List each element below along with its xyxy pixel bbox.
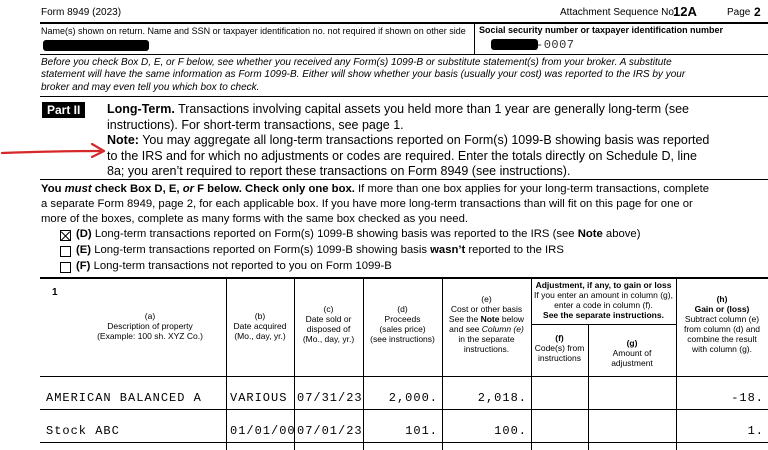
column-g-header: (g) Amount of adjustment (611, 338, 653, 368)
ssn-redaction (491, 39, 538, 50)
check-instruction-3: more of the boxes, complete as many forms with the same box checked as you need. (41, 213, 468, 225)
intro-line-3: broker and may even tell you which box to check. (41, 81, 260, 93)
checkbox-e-label: (E) Long-term transactions reported on Form(s) 1099-B showing basis wasn’t reported to the IRS (76, 244, 564, 256)
row-1-date-acquired[interactable]: VARIOUS (230, 391, 288, 405)
part-description-2: instructions). For short-term transactions, see page 1. (107, 117, 404, 132)
part-label: Part II (42, 102, 85, 118)
column-f-header: (f) Code(s) from instructions (534, 333, 585, 363)
page-label: Page (727, 7, 751, 18)
row-1-gain[interactable]: -18. (731, 391, 764, 405)
page-number: 2 (754, 5, 761, 19)
line-number: 1 (52, 287, 58, 298)
attachment-label: Attachment Sequence No. (560, 7, 677, 18)
row-2-description[interactable]: Stock ABC (46, 424, 120, 438)
intro-line-1: Before you check Box D, E, or F below, see whether you received any Form(s) 1099-B or substitute statement(s) from your broker. A substitute (41, 57, 672, 68)
part-description: Long-Term. Transactions involving capital assets you held more than 1 year are generally long-term (see (107, 102, 689, 116)
row-1-date-sold[interactable]: 07/31/23 (297, 391, 363, 405)
row-2-basis[interactable]: 100. (494, 424, 527, 438)
column-e-header: (e) Cost or other basis See the Note below and see Column (e) in the separate instructions. (448, 294, 525, 354)
name-redaction (43, 40, 149, 51)
row-1-basis[interactable]: 2,018. (477, 391, 527, 405)
column-a-header: (a) Description of property (Example: 100 sh. XYZ Co.) (97, 311, 203, 341)
adjustment-header: Adjustment, if any, to gain or loss If you enter an amount in column (g), enter a code in column (f). See the separate instructions. (534, 280, 673, 320)
column-h-header: (h) Gain or (loss) Subtract column (e) from column (d) and combine the result with column (g). (683, 294, 761, 354)
note-line-2: to the IRS and for which no adjustments or codes are required. Enter the totals directly on Schedule D, line (107, 148, 697, 163)
check-instruction-2: a separate Form 8949, page 2, for each applicable box. If you have more long-term transactions than will fit on this page for one or (41, 198, 693, 210)
ssn-suffix[interactable]: -0007 (536, 38, 575, 52)
checkbox-d-label: (D) Long-term transactions reported on Form(s) 1099-B showing basis was reported to the IRS (see Note above) (76, 228, 641, 240)
row-1-description[interactable]: AMERICAN BALANCED A (46, 391, 202, 405)
column-c-header: (c) Date sold or disposed of (Mo., day, yr.) (302, 304, 355, 344)
name-label: Name(s) shown on return. Name and SSN or taxpayer identification no. not required if shown on other side (41, 26, 466, 36)
checkbox-f[interactable] (60, 262, 71, 273)
checkbox-e[interactable] (60, 246, 71, 257)
check-instruction-1: You must check Box D, E, or F below. Check only one box. If more than one box applies for your long-term transactions, complete (41, 183, 710, 195)
row-2-date-sold[interactable]: 07/01/23 (297, 424, 363, 438)
row-1-proceeds[interactable]: 2,000. (388, 391, 438, 405)
part-title: Long-Term. (107, 102, 175, 116)
checkbox-d[interactable] (60, 230, 71, 241)
red-arrow-annotation (0, 140, 110, 162)
ssn-label: Social security number or taxpayer identification number (479, 25, 724, 35)
note-line-3: 8a; you aren’t required to report these transactions on Form 8949 (see instructions). (107, 164, 571, 178)
form-name: Form 8949 (2023) (41, 7, 122, 18)
checkbox-f-label: (F) Long-term transactions not reported to you on Form 1099-B (76, 260, 392, 272)
row-2-date-acquired[interactable]: 01/01/00 (230, 424, 296, 438)
row-2-gain[interactable]: 1. (747, 424, 764, 438)
column-b-header: (b) Date acquired (Mo., day, yr.) (233, 311, 287, 341)
column-d-header: (d) Proceeds (sales price) (see instructions) (370, 304, 435, 344)
intro-line-2: statement will have the same information as Form 1099-B. Either will show whether your basis (usually your cost) was reported to the IRS by your (41, 69, 686, 81)
note-line-1: Note: You may aggregate all long-term transactions reported on Form(s) 1099-B showing basis was reported (107, 133, 710, 147)
row-2-proceeds[interactable]: 101. (405, 424, 438, 438)
attachment-number: 12A (673, 4, 697, 19)
